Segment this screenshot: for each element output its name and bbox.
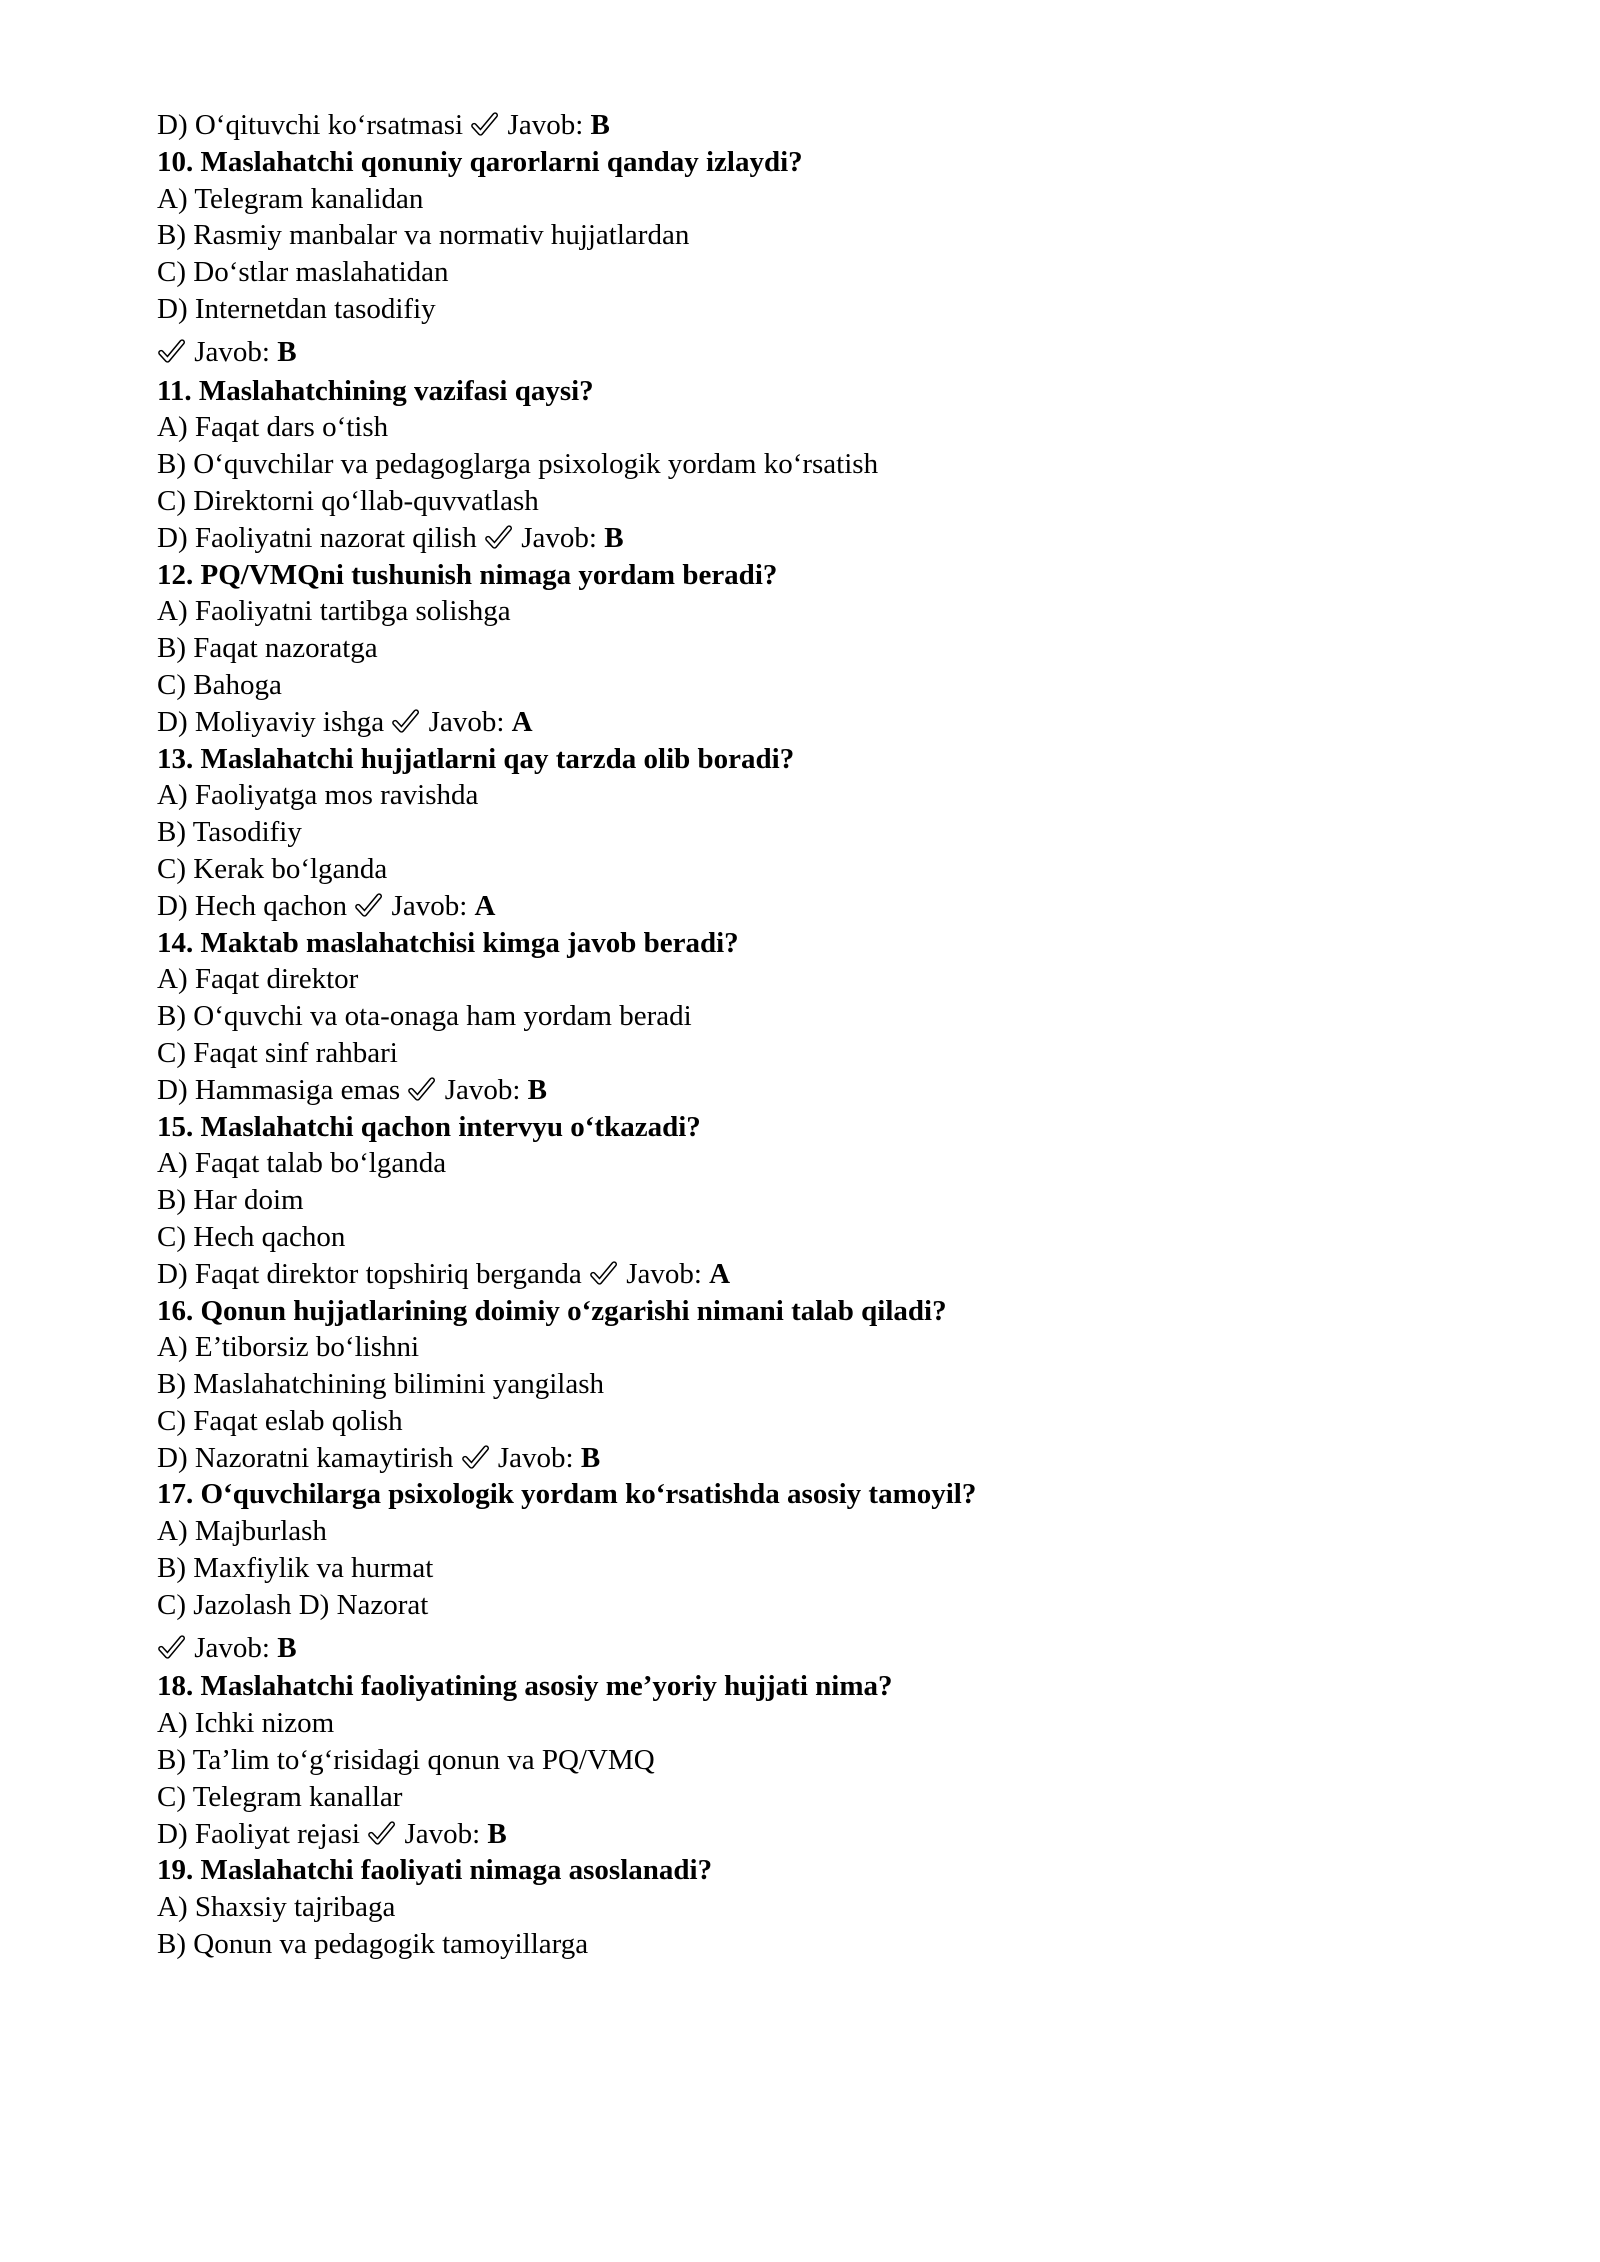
option-line xyxy=(157,1513,1480,1550)
question-text: 11. Maslahatchining vazifasi qaysi? xyxy=(157,374,594,407)
question-text: 19. Maslahatchi faoliyati nimaga asoslanadi? xyxy=(157,1854,713,1887)
option-text: B) Ta’lim to‘g‘risidagi qonun va PQ/VMQ xyxy=(157,1744,655,1777)
check-icon xyxy=(484,523,512,551)
answer-letter: A xyxy=(511,705,533,738)
option-text: A) Faqat talab bo‘lganda xyxy=(157,1147,447,1180)
check-icon xyxy=(470,110,498,138)
answer-label: Javob: xyxy=(500,109,591,141)
check-icon xyxy=(157,1633,185,1661)
option-line xyxy=(157,1219,1480,1256)
answer-letter: B xyxy=(487,1817,507,1850)
option-line xyxy=(157,851,1480,888)
question-line xyxy=(157,1109,1480,1146)
option-line xyxy=(157,291,1480,328)
option-line xyxy=(157,1366,1480,1403)
answer-letter: A xyxy=(709,1257,731,1290)
answer-label: Javob: xyxy=(421,705,512,738)
option-text: C) Do‘stlar maslahatidan xyxy=(157,256,449,289)
option-text: B) O‘quvchilar va pedagoglarga psixologik yordam ko‘rsatish xyxy=(157,448,879,481)
answer-letter: B xyxy=(277,1631,297,1664)
answer-label: Javob: xyxy=(384,889,475,922)
option-text: D) O‘qituvchi ko‘rsatmasi xyxy=(157,109,471,141)
option-line xyxy=(157,1926,1480,1963)
answer-letter: B xyxy=(604,521,624,554)
option-line xyxy=(157,1889,1480,1926)
answer-label: Javob: xyxy=(397,1817,488,1850)
question-line xyxy=(157,144,1480,181)
option-line xyxy=(157,181,1480,218)
option-text: B) Har doim xyxy=(157,1184,304,1217)
option-text: B) Tasodifiy xyxy=(157,816,302,849)
document-lines xyxy=(157,107,1480,1963)
answer-letter: B xyxy=(580,1441,601,1474)
option-text: B) Rasmiy manbalar va normativ hujjatlardan xyxy=(157,219,690,252)
option-text: B) O‘quvchi va ota-onaga ham yordam beradi xyxy=(157,1000,692,1033)
option-text: D) Hech qachon xyxy=(157,889,355,922)
option-line xyxy=(157,1145,1480,1182)
check-icon xyxy=(354,891,382,919)
option-line xyxy=(157,483,1480,520)
option-text: D) Internetdan tasodifiy xyxy=(157,292,436,325)
answer-letter: B xyxy=(277,335,297,368)
option-text: D) Moliyaviy ishga xyxy=(157,705,392,738)
question-line xyxy=(157,925,1480,962)
question-line xyxy=(157,1476,1480,1513)
answer-letter: B xyxy=(590,109,610,141)
option-line xyxy=(157,667,1480,704)
option-answer-line xyxy=(157,1816,1480,1853)
option-answer-line xyxy=(157,1072,1480,1109)
question-line xyxy=(157,373,1480,410)
answer-letter: A xyxy=(474,889,496,922)
option-text: B) Qonun va pedagogik tamoyillarga xyxy=(157,1928,589,1961)
option-text: D) Hammasiga emas xyxy=(157,1073,408,1106)
option-line xyxy=(157,409,1480,446)
option-line xyxy=(157,814,1480,851)
option-line xyxy=(157,1329,1480,1366)
question-text: 17. O‘quvchilarga psixologik yordam ko‘rsatishda asosiy tamoyil? xyxy=(157,1478,977,1511)
option-line xyxy=(157,998,1480,1035)
check-icon xyxy=(461,1443,489,1471)
option-text: C) Faqat sinf rahbari xyxy=(157,1036,398,1069)
option-text: D) Faqat direktor topshiriq berganda xyxy=(157,1257,589,1290)
option-line xyxy=(157,630,1480,667)
option-text: C) Faqat eslab qolish xyxy=(157,1404,403,1437)
check-icon xyxy=(157,337,185,365)
option-text: A) Majburlash xyxy=(157,1515,327,1548)
answer-line xyxy=(157,334,1480,371)
question-text: 13. Maslahatchi hujjatlarni qay tarzda olib boradi? xyxy=(157,742,795,775)
option-line xyxy=(157,1779,1480,1816)
option-answer-line xyxy=(157,1440,1480,1477)
option-text: A) E’tiborsiz bo‘lishni xyxy=(157,1331,420,1364)
option-line xyxy=(157,1035,1480,1072)
option-line xyxy=(157,446,1480,483)
answer-label: Javob: xyxy=(187,1631,278,1664)
check-icon xyxy=(407,1075,435,1103)
option-line xyxy=(157,1587,1480,1624)
option-answer-line xyxy=(157,704,1480,741)
answer-label: Javob: xyxy=(490,1441,581,1474)
option-text: A) Faqat dars o‘tish xyxy=(157,411,389,444)
answer-label: Javob: xyxy=(618,1257,710,1290)
option-text: C) Hech qachon xyxy=(157,1220,346,1253)
option-text: D) Faoliyatni nazorat qilish xyxy=(157,521,484,554)
option-text: C) Telegram kanallar xyxy=(157,1780,403,1813)
question-text: 15. Maslahatchi qachon intervyu o‘tkazadi? xyxy=(157,1110,701,1143)
option-text: B) Faqat nazoratga xyxy=(157,632,378,665)
option-text: A) Telegram kanalidan xyxy=(157,182,424,215)
option-line xyxy=(157,961,1480,998)
question-line xyxy=(157,1668,1480,1705)
option-line xyxy=(157,593,1480,630)
option-answer-line xyxy=(157,888,1480,925)
question-line xyxy=(157,1293,1480,1330)
question-text: 12. PQ/VMQni tushunish nimaga yordam beradi? xyxy=(157,558,778,591)
option-text: A) Faqat direktor xyxy=(157,963,359,996)
question-text: 14. Maktab maslahatchisi kimga javob beradi? xyxy=(157,926,739,959)
option-text: D) Faoliyat rejasi xyxy=(157,1817,368,1850)
option-text: B) Maxfiylik va hurmat xyxy=(157,1552,434,1585)
option-text: D) Nazoratni kamaytirish xyxy=(157,1441,461,1474)
option-line xyxy=(157,777,1480,814)
answer-label: Javob: xyxy=(187,335,278,368)
option-answer-line xyxy=(157,107,1480,144)
option-text: A) Shaxsiy tajribaga xyxy=(157,1891,396,1924)
option-text: C) Jazolash D) Nazorat xyxy=(157,1588,429,1621)
option-line xyxy=(157,1182,1480,1219)
check-icon xyxy=(391,707,419,735)
question-line xyxy=(157,741,1480,778)
question-text: 16. Qonun hujjatlarining doimiy o‘zgarishi nimani talab qiladi? xyxy=(157,1294,947,1327)
option-answer-line xyxy=(157,520,1480,557)
option-line xyxy=(157,1742,1480,1779)
option-text: B) Maslahatchining bilimini yangilash xyxy=(157,1368,605,1401)
answer-line xyxy=(157,1630,1480,1667)
option-answer-line xyxy=(157,1256,1480,1293)
option-line xyxy=(157,254,1480,291)
question-text: 18. Maslahatchi faoliyatining asosiy me’yoriy hujjati nima? xyxy=(157,1670,893,1703)
question-line xyxy=(157,1852,1480,1889)
answer-label: Javob: xyxy=(437,1073,528,1106)
question-text: 10. Maslahatchi qonuniy qarorlarni qanday izlaydi? xyxy=(157,145,803,178)
check-icon xyxy=(589,1259,617,1287)
answer-letter: B xyxy=(527,1073,548,1106)
option-line xyxy=(157,1403,1480,1440)
option-line xyxy=(157,217,1480,254)
option-text: C) Kerak bo‘lganda xyxy=(157,852,388,885)
option-text: A) Ichki nizom xyxy=(157,1707,335,1740)
answer-label: Javob: xyxy=(514,521,605,554)
option-text: A) Faoliyatni tartibga solishga xyxy=(157,595,511,628)
option-text: C) Bahoga xyxy=(157,668,282,701)
option-text: C) Direktorni qo‘llab-quvvatlash xyxy=(157,484,539,517)
option-line xyxy=(157,1705,1480,1742)
option-text: A) Faoliyatga mos ravishda xyxy=(157,779,479,812)
option-line xyxy=(157,1550,1480,1587)
check-icon xyxy=(367,1819,395,1847)
question-line xyxy=(157,557,1480,594)
